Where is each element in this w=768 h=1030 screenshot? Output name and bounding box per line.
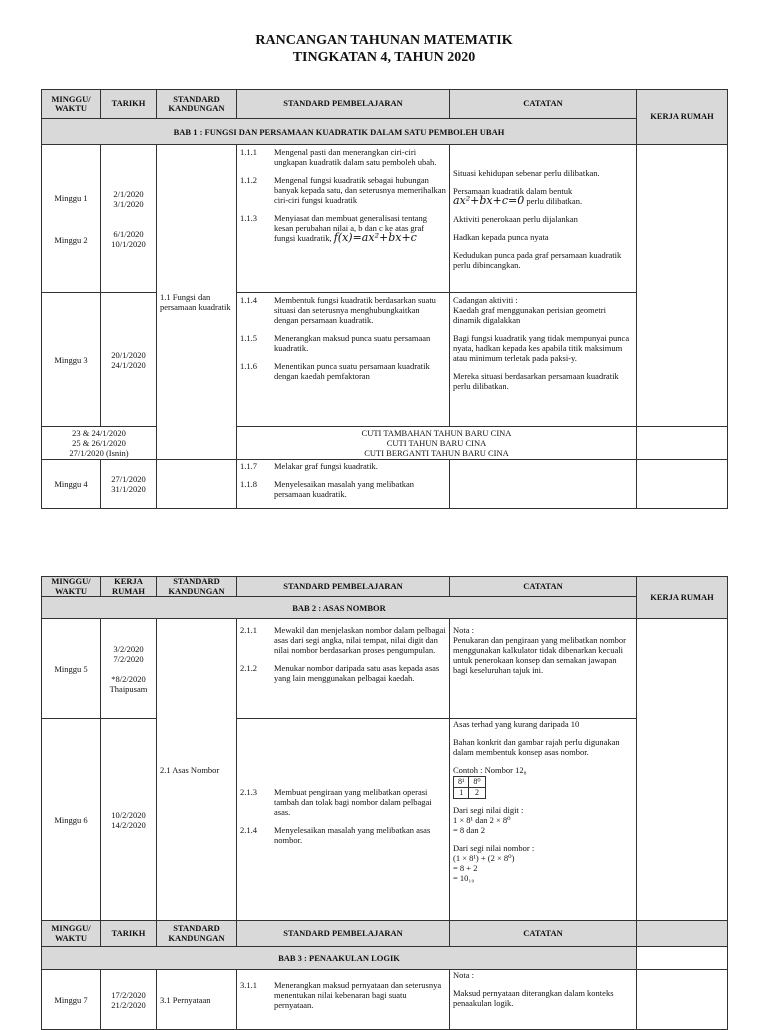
sp-item: 2.1.3 Membuat pengiraan yang melibatkan operasi tambah dan tolak bagi nombor dalam pelbagai asas.	[240, 786, 432, 817]
bab1-catatan-b: Cadangan aktiviti : Kaedah graf menggunakan perisian geometri dinamik digalakkan Bagi fungsi kuadratik yang tidak mempunyai punca nyata, hadkan kepada kes apabila titik maksimum atau minimum terletak pada paksi-y. Mereka situasi berdasarkan persamaan kuadratik perlu dilibatkan.	[450, 293, 637, 427]
tarikh-label: 10/2/2020 14/2/2020	[101, 719, 157, 921]
header-minggu: MINGGU/ WAKTU	[42, 921, 101, 947]
header-kerja-rumah-col: KERJA RUMAH	[101, 577, 157, 597]
bab3-kerja-rumah	[637, 970, 728, 1030]
header-catatan: CATATAN	[450, 577, 637, 597]
bab1-catatan-a: Situasi kehidupan sebenar perlu dilibatkan. Persamaan kuadratik dalam bentuk ax²+bx+c=0 perlu dilibatkan. Aktiviti penerokaan perlu dijalankan Hadkan kepada punca nyata Kedudukan punca pada graf persamaan kuadratik perlu dibincangkan.	[450, 145, 637, 293]
bab1-title: BAB 1 : FUNGSI DAN PERSAMAAN KUADRATIK DALAM SATU PEMBOLEH UBAH	[42, 119, 637, 145]
bab3-sp	[237, 970, 450, 1030]
equation: ax²+bx+c=0	[453, 193, 525, 207]
sp-item: 1.1.8 Menyelesaikan masalah yang melibatkan persamaan kuadratik.	[240, 479, 414, 499]
sp-item: 1.1.5 Menerangkan maksud punca suatu persamaan kuadratik.	[240, 333, 431, 353]
sp-item: 1.1.2 Mengenal fungsi kuadratik sebagai hubungan banyak kepada satu, dan seterusnya memerihalkan ciri-ciri fungsi kuadratik	[240, 175, 446, 205]
tarikh-label: 27/1/2020 31/1/2020	[101, 460, 157, 509]
tarikh-label: 17/2/2020 21/2/2020	[101, 970, 157, 1030]
header-standard-pembelajaran: STANDARD PEMBELAJARAN	[237, 90, 450, 119]
header-standard-pembelajaran: STANDARD PEMBELAJARAN	[237, 577, 450, 597]
sp-item: 3.1.1 Menerangkan maksud pernyataan dan seterusnya menentukan nilai kebenaran bagi suatu pernyataan.	[240, 980, 442, 1010]
bab2-kerja-rumah	[637, 619, 728, 921]
header-tarikh: TARIKH	[101, 90, 157, 119]
bab1-minggu-1-2	[42, 145, 101, 293]
bab1-tarikh-1-2	[101, 145, 157, 293]
header-tarikh: TARIKH	[101, 921, 157, 947]
header-minggu: MINGGU/ WAKTU	[42, 90, 101, 119]
equation: f(x)=ax²+bx+c	[333, 231, 417, 244]
minggu-label: Minggu 6	[42, 719, 101, 921]
tarikh-label: 20/1/2020 24/1/2020	[101, 293, 157, 427]
minggu-label: Minggu 5	[42, 619, 101, 719]
bab2-title: BAB 2 : ASAS NOMBOR	[42, 597, 637, 619]
kandungan-label: 2.1 Asas Nombor	[160, 764, 220, 775]
sp-item: 1.1.6 Menentikan punca suatu persamaan kuadratik dengan kaedah pemfaktoran	[240, 361, 430, 381]
header-catatan: CATATAN	[450, 90, 637, 119]
bab2-standard-kandungan	[157, 619, 237, 921]
header-kerja-rumah: KERJA RUMAH	[637, 90, 728, 145]
bab3-title-blank	[637, 947, 728, 970]
bab1-sp-b	[237, 293, 450, 427]
tarikh-label: 2/1/2020 3/1/2020	[113, 188, 144, 209]
header-minggu: MINGGU/ WAKTU	[42, 577, 101, 597]
cuti-catatan	[637, 427, 728, 460]
header-catatan: CATATAN	[450, 921, 637, 947]
bab2-catatan-a: Nota : Penukaran dan pengiraan yang melibatkan nombor menggunakan kalkulator tidak dibenarkan kecuali untuk penerokaan konsep dan semakan jawapan bagi keseluruhan tajuk ini.	[450, 619, 637, 719]
document-title-line1: RANCANGAN TAHUNAN MATEMATIK	[255, 33, 513, 48]
sp-item: 1.1.7 Melakar graf fungsi kuadratik.	[240, 461, 378, 471]
minggu-label: Minggu 2	[54, 234, 88, 245]
bab3-catatan: Nota : Maksud pernyataan diterangkan dalam konteks penaakulan logik.	[450, 970, 637, 1030]
header-standard-kandungan: STANDARD KANDUNGAN	[157, 90, 237, 119]
bab2-catatan-b: Asas terhad yang kurang daripada 10 Bahan konkrit dan gambar rajah perlu digunakan dalam membentuk konsep asas nombor. Contoh : Nombor 12₈ 8¹ 8⁰ 1 2 Dari segi nilai digit : 1 × 8¹ dan 2 × 8⁰ = 8 dan 2 Dari segi nilai nombor : (1 × 8¹) + (2 × 8⁰) = 8 + 2 = 10₁₀	[450, 719, 637, 921]
sp-item: 1.1.4 Membentuk fungsi kuadratik berdasarkan suatu situasi dan seterusnya menghubungkaitkan dengan persamaan kuadratik.	[240, 295, 436, 325]
header-standard-kandungan: STANDARD KANDUNGAN	[157, 921, 237, 947]
cuti-tarikh: 23 & 24/1/2020 25 & 26/1/2020 27/1/2020 (Isnin)	[42, 427, 157, 460]
header-standard-pembelajaran: STANDARD PEMBELAJARAN	[237, 921, 450, 947]
kandungan-label: 1.1 Fungsi dan persamaan kuadratik	[160, 292, 231, 312]
minggu4-kerja-rumah	[637, 460, 728, 509]
header-kerja-rumah: KERJA RUMAH	[637, 577, 728, 619]
bab2-minggu5-tarikh: 3/2/2020 7/2/2020 *8/2/2020 Thaipusam	[101, 619, 157, 719]
minggu4-catatan	[450, 460, 637, 509]
minggu4-kandungan	[157, 460, 237, 509]
plan-table-bab2	[41, 576, 728, 1030]
plan-table-bab1	[41, 89, 728, 509]
sp-item: 1.1.3 Menyiasat dan membuat generalisasi tentang kesan perubahan nilai a, b dan c ke atas graf fungsi kuadratik, f(x)=ax²+bx+c	[240, 213, 427, 244]
minggu-label: Minggu 4	[42, 460, 101, 509]
sp-item: 2.1.2 Menukar nombor daripada satu asas kepada asas yang lain menggunakan pelbagai kaedah.	[240, 663, 440, 683]
minggu-label: Minggu 1	[54, 192, 88, 203]
bab3-title: BAB 3 : PENAAKULAN LOGIK	[42, 947, 637, 970]
sp-item: 2.1.4 Menyelesaikan masalah yang melibatkan asas nombor.	[240, 824, 431, 845]
place-value-table: 8¹ 8⁰ 1 2	[453, 776, 486, 799]
document-title-line2: TINGKATAN 4, TAHUN 2020	[292, 50, 476, 65]
sp-item: 1.1.1 Mengenal pasti dan menerangkan ciri-ciri ungkapan kuadratik dalam satu pemboleh ubah.	[240, 147, 437, 167]
bab2-sp-b	[237, 719, 450, 921]
minggu-label: Minggu 7	[42, 970, 101, 1030]
tarikh-label: 6/1/2020 10/1/2020	[111, 228, 146, 249]
bab1-standard-kandungan	[157, 145, 237, 460]
minggu4-sp	[237, 460, 450, 509]
bab2-sp-a	[237, 619, 450, 719]
cuti-keterangan: CUTI TAMBAHAN TAHUN BARU CINA CUTI TAHUN BARU CINA CUTI BERGANTI TAHUN BARU CINA	[237, 427, 637, 460]
bab3-header-blank	[637, 921, 728, 947]
kandungan-label: 3.1 Pernyataan	[157, 970, 237, 1030]
header-standard-kandungan: STANDARD KANDUNGAN	[157, 577, 237, 597]
bab1-kerja-rumah	[637, 145, 728, 427]
sp-item: 2.1.1 Mewakil dan menjelaskan nombor dalam pelbagai asas dari segi angka, nilai tempat, nilai digit dan nilai nombor berdasarkan proses pengumpulan.	[240, 625, 446, 655]
minggu-label: Minggu 3	[42, 293, 101, 427]
bab1-sp-a	[237, 145, 450, 293]
